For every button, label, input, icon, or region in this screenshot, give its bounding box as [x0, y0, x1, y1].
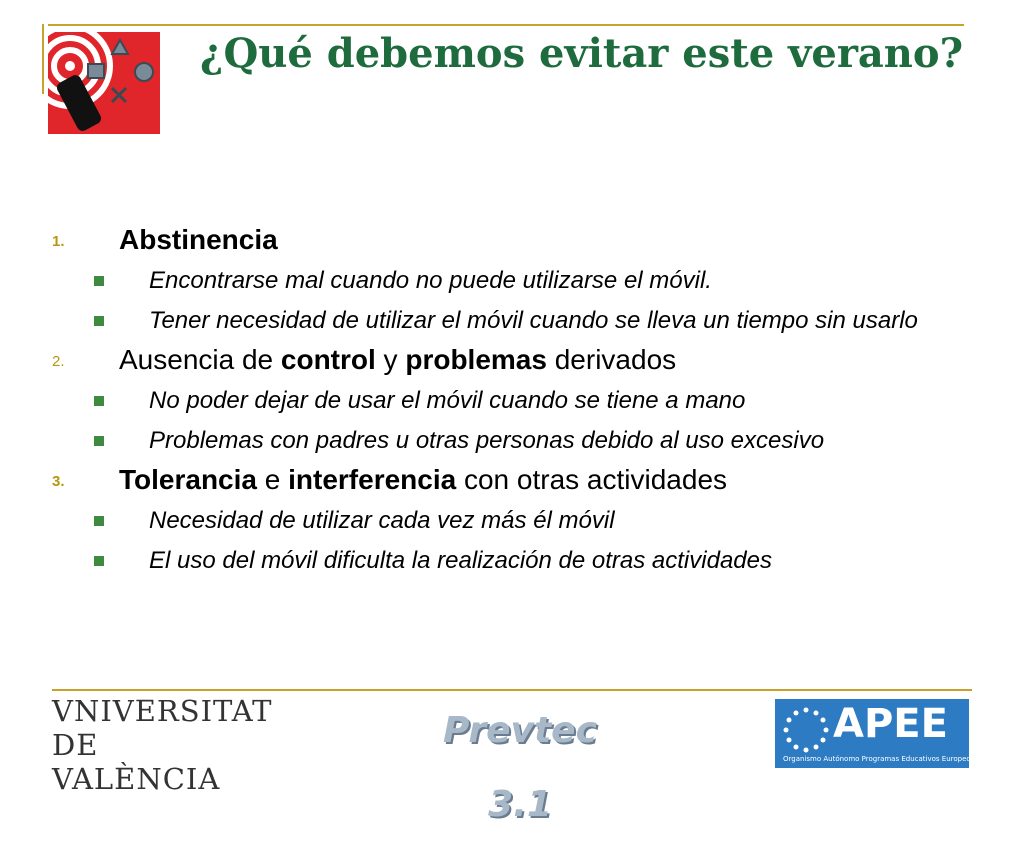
item-text: derivados: [546, 344, 677, 375]
sub-item-text: No poder dejar de usar el móvil cuando se tiene a mano: [149, 387, 746, 414]
item-number: 2.: [52, 353, 65, 370]
item-number: 1.: [52, 233, 65, 250]
eu-stars-icon: [781, 705, 831, 755]
item-text: e: [256, 464, 289, 495]
sub-item-text: Encontrarse mal cuando no puede utilizarse el móvil.: [149, 267, 712, 294]
square-bullet-icon: [94, 276, 104, 286]
sub-item: [52, 384, 992, 418]
item-text: y: [375, 344, 406, 375]
sub-item-text: Problemas con padres u otras personas debido al uso excesivo: [149, 427, 825, 454]
prevtec-logo: [412, 694, 628, 825]
outline-list: [52, 218, 992, 578]
sub-item: [52, 544, 992, 578]
square-bullet-icon: [94, 436, 104, 446]
item-text: Ausencia de: [119, 344, 281, 375]
sub-item: [52, 304, 992, 338]
item-text-bold: interferencia: [288, 464, 457, 495]
item-text: con otras actividades: [456, 464, 728, 495]
prevtec-label: Prevtec 3.1: [443, 710, 597, 825]
item-text-bold: problemas: [405, 344, 547, 375]
apee-logo: [775, 699, 975, 768]
item-number: 3.: [52, 473, 65, 490]
outline-item: [52, 222, 992, 258]
sub-item: [52, 424, 992, 458]
item-text-bold: control: [280, 344, 376, 375]
bottom-rule: [52, 689, 972, 691]
item-text-bold: Tolerancia: [119, 464, 257, 495]
page-title: ¿Qué debemos evitar este verano?: [200, 30, 964, 77]
square-bullet-icon: [94, 516, 104, 526]
university-name-line2: DE VALÈNCIA: [52, 728, 221, 796]
apee-subtitle: Organismo Autónomo Programas Educativos Europeos: [783, 755, 975, 763]
top-rule-vertical: [42, 24, 44, 94]
university-name-line1: VNIVERSITAT: [52, 694, 273, 728]
sub-item-text: Necesidad de utilizar cada vez más él móvil: [149, 507, 615, 534]
sub-item: [52, 504, 992, 538]
universitat-valencia-logo: [52, 694, 273, 796]
mobile-target-logo: [48, 32, 160, 134]
item-text-bold: Abstinencia: [119, 224, 278, 255]
sub-item-text: Tener necesidad de utilizar el móvil cuando se lleva un tiempo sin usarlo: [149, 307, 918, 334]
square-bullet-icon: [94, 396, 104, 406]
sub-item-text: El uso del móvil dificulta la realización de otras actividades: [149, 547, 772, 574]
outline-item: [52, 462, 992, 498]
outline-item: [52, 342, 992, 378]
top-rule: [48, 24, 964, 26]
square-bullet-icon: [94, 316, 104, 326]
square-bullet-icon: [94, 556, 104, 566]
target-phone-icon: [48, 32, 160, 134]
apee-label: APEE: [833, 701, 948, 747]
sub-item: [52, 264, 992, 298]
